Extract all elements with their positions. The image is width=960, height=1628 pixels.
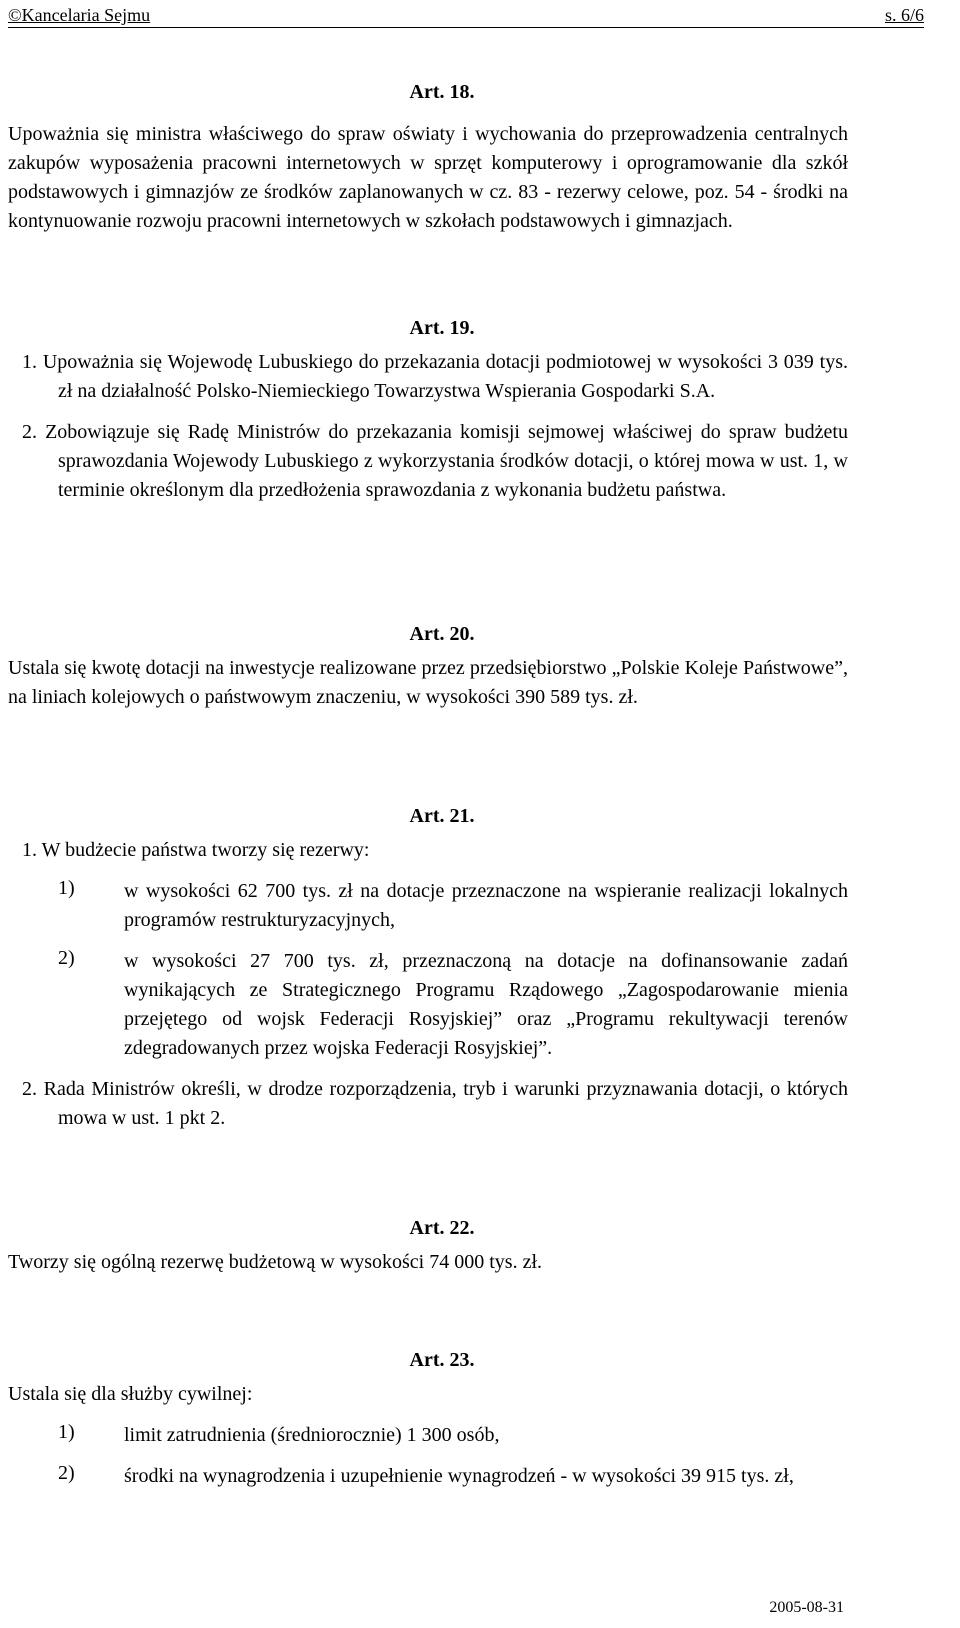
article-paragraph-2: 2. Zobowiązuje się Radę Ministrów do przekazania komisji sejmowej właściwej do spraw budżetu sprawozdania Wojewody Lubuskiego z wykorzystania środków dotacji, o której mowa w ust. 1, w terminie określonym dla przedłożenia sprawozdania z wykonania budżetu państwa. — [22, 421, 848, 501]
page-header — [8, 4, 924, 28]
list-item-text: w wysokości 27 700 tys. zł, przeznaczoną na dotacje na dofinansowanie zadań wynikających ze Strategicznego Programu Rządowego „Zagospodarowanie mienia przejętego od wojsk Federacji Rosyjskiej” oraz „Programu rekultywacji terenów zdegradowanych przez wojska Federacji Rosyjskiej”. — [124, 950, 848, 1059]
article-title: Art. 20. — [409, 623, 475, 645]
list-item — [8, 1421, 848, 1450]
article-title: Art. 18. — [409, 81, 475, 103]
article-21 — [8, 804, 848, 1133]
footer-date: 2005-08-31 — [769, 1599, 844, 1616]
article-22 — [8, 1216, 848, 1277]
list-item-number: 2) — [58, 947, 75, 969]
list-item-number: 1) — [58, 1421, 75, 1443]
list-item-text: limit zatrudnienia (średniorocznie) 1 300 osób, — [124, 1424, 500, 1446]
header-publisher: ©Kancelaria Sejmu — [8, 5, 151, 25]
article-title: Art. 21. — [409, 805, 475, 827]
article-title: Art. 23. — [409, 1349, 475, 1371]
article-title: Art. 22. — [409, 1217, 475, 1239]
list-item — [8, 947, 848, 1063]
list-item-text: w wysokości 62 700 tys. zł na dotacje przeznaczone na wspieranie realizacji lokalnych programów restrukturyzacyjnych, — [124, 880, 848, 931]
list-item-number: 2) — [58, 1462, 75, 1484]
article-paragraph-2: 2. Rada Ministrów określi, w drodze rozporządzenia, tryb i warunki przyznawania dotacji, o których mowa w ust. 1 pkt 2. — [22, 1078, 848, 1129]
list-item-text: środki na wynagrodzenia i uzupełnienie wynagrodzeń - w wysokości 39 915 tys. zł, — [124, 1465, 794, 1487]
article-title: Art. 19. — [409, 317, 475, 339]
header-page-number: s. 6/6 — [884, 5, 924, 25]
article-intro: Ustala się dla służby cywilnej: — [8, 1383, 253, 1405]
list-item-number: 1) — [58, 877, 75, 899]
article-paragraph-1: 1. Upoważnia się Wojewodę Lubuskiego do przekazania dotacji podmiotowej w wysokości 3 039 tys. zł na działalność Polsko-Niemieckiego Towarzystwa Wspierania Gospodarki S.A. — [22, 351, 848, 402]
article-18 — [8, 80, 848, 236]
article-19 — [8, 316, 848, 505]
article-paragraph-1: 1. W budżecie państwa tworzy się rezerwy: — [22, 839, 370, 861]
article-23 — [8, 1348, 848, 1491]
article-text: Tworzy się ogólną rezerwę budżetową w wysokości 74 000 tys. zł. — [8, 1251, 543, 1273]
article-text: Ustala się kwotę dotacji na inwestycje realizowane przez przedsiębiorstwo „Polskie Koleje Państwowe”, na liniach kolejowych o państwowym znaczeniu, w wysokości 390 589 tys. zł. — [8, 657, 848, 708]
list-item — [8, 1462, 848, 1491]
list-item — [8, 877, 848, 935]
article-text: Upoważnia się ministra właściwego do spraw oświaty i wychowania do przeprowadzenia centralnych zakupów wyposażenia pracowni internetowych w sprzęt komputerowy i oprogramowanie dla szkół podstawowych i gimnazjów ze środków zaplanowanych w cz. 83 - rezerwy celowe, poz. 54 - środki na kontynuowanie rozwoju pracowni internetowych w szkołach podstawowych i gimnazjach. — [8, 123, 848, 232]
article-20 — [8, 622, 848, 712]
